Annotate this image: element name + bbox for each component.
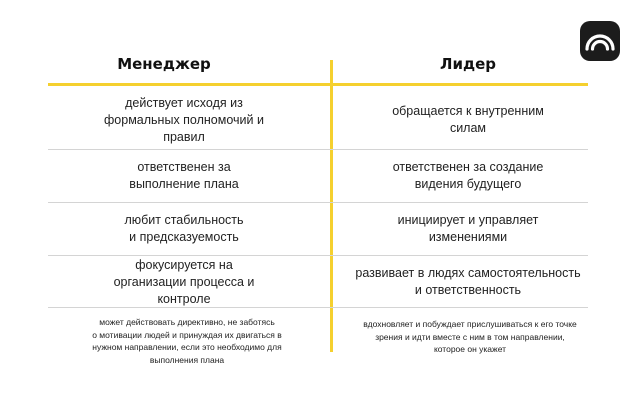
- manager-trait-3: любит стабильность и предсказуемость: [124, 213, 244, 244]
- manager-trait-2: ответственен за выполнение плана: [129, 160, 239, 191]
- manager-trait-1: действует исходя из формальных полномочий и правил: [104, 95, 264, 144]
- row-divider: [48, 202, 588, 203]
- header-underline: [48, 83, 588, 86]
- column-header-leader: Лидер: [440, 55, 496, 73]
- row-divider: [48, 149, 588, 150]
- leader-trait-1: обращается к внутренним силам: [392, 104, 544, 135]
- leader-note: вдохновляет и побуждает прислушиваться к его точке зрения и идти вместе с ним в том направлении, которое он укажет: [363, 319, 577, 354]
- column-header-manager: Менеджер: [117, 55, 211, 73]
- leader-trait-2: ответственен за создание видения будущего: [392, 160, 544, 191]
- manager-note: может действовать директивно, не заботясь о мотивации людей и принуждая их двигаться в нужном направлении, если это необходимо для выполнения плана: [92, 317, 282, 365]
- leader-trait-3: инициирует и управляет изменениями: [397, 213, 539, 244]
- leader-trait-4: развивает в людях самостоятельность и ответственность: [355, 266, 581, 297]
- column-divider: [330, 60, 333, 352]
- manager-trait-4: фокусируется на организации процесса и контроле: [113, 257, 255, 306]
